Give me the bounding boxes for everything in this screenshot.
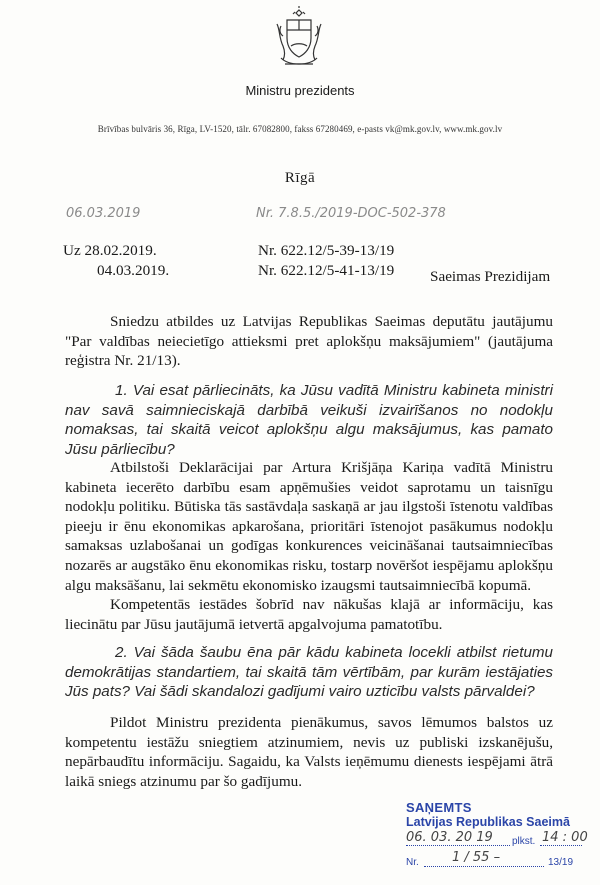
stamp-date-line — [406, 845, 510, 846]
office-title: Ministru prezidents — [245, 83, 355, 98]
stamp-title: SAŅEMTS — [406, 800, 472, 815]
handwritten-number: Nr. 7.8.5./2019-DOC-502-378 — [256, 206, 446, 221]
stamp-nr-label: Nr. — [406, 857, 419, 868]
question-2: 2. Vai šāda šaubu ēna pār kādu kabineta locekli atbilst rietumu demokrātijas standartiem, tai skaitā tām vērtībām, par kurām iestājaties Jūs pats? Vai šādi skandalozi gadījumi vairo uzticību valsts pārvaldei? — [65, 644, 553, 701]
stamp-organization: Latvijas Republikas Saeimā — [406, 815, 570, 829]
recipient: Saeimas Prezidijam — [430, 268, 551, 285]
ref-uz-date: Uz 28.02.2019. — [63, 242, 157, 259]
intro-paragraph: Sniedzu atbildes uz Latvijas Republikas Saeimas deputātu jautājumu "Par valdības neiecietīgo attieksmi pret aplokšņu maksājumiem" (jautājuma reģistra Nr. 21/13). — [65, 313, 553, 370]
stamp-nr-line — [424, 866, 544, 867]
answer-2-paragraph: Pildot Ministru prezidenta pienākumus, savos lēmumos balstos uz kompetentu iestāžu sniegtiem atzinumiem, nevis uz publiski izskanējušu, nepārbaudītu informāciju. Sagaidu, ka Valsts ieņēmumu dienests iespējami ātrā laikā sniegs atzinumu par šo gadījumu. — [65, 714, 553, 790]
ref-number-2: Nr. 622.12/5-41-13/19 — [258, 262, 395, 279]
stamp-time-line — [540, 845, 582, 846]
question-1: 1. Vai esat pārliecināts, ka Jūsu vadītā Ministru kabineta ministri nav savā saimnieciskajā darbībā veikuši izvairīšanos no nodokļu nomaksas, tai skaitā veicot aplokšņu algu maksājumus, kas pamato Jūsu pārliecību? — [65, 382, 553, 458]
received-stamp — [400, 800, 600, 885]
answer-1-paragraph-2: Kompetentās iestādes šobrīd nav nākušas klajā ar informāciju, kas liecinātu par Jūsu jautājumā ietvertā apgalvojuma pamatotību. — [65, 596, 553, 633]
letterhead-address: Brīvības bulvāris 36, Rīga, LV-1520, tālr. 67082800, fakss 67280469, e-pasts vk@mk.gov.lv, www.mk.gov.lv — [97, 124, 503, 134]
ref-date-2: 04.03.2019. — [97, 262, 170, 279]
stamp-time: 14 : 00 — [542, 830, 588, 845]
stamp-time-label: plkst. — [512, 836, 536, 847]
stamp-nr-suffix: 13/19 — [548, 857, 574, 868]
coat-of-arms-emblem — [271, 6, 327, 72]
handwritten-date: 06.03.2019 — [66, 206, 141, 221]
stamp-number: 1 / 55 – — [452, 850, 501, 865]
answer-1-paragraph-1: Atbilstoši Deklarācijai par Artura Krišjāņa Kariņa vadītā Ministru kabineta iecerēto darbību esam apņēmušies veidot saprotamu un taisnīgu nodokļu politiku. Būtiska tās sastāvdaļa saskaņā ar jau ilgstoši īstenotu valdības pieeju ir ēnu ekonomikas apkarošana, prioritāri īstenojot pasākumus nodokļu samaksas uzlabošanai un godīgas konkurences veicināšanai tautsaimniecības nozarēs ar augstāko ēnu ekonomikas risku, tostarp novēršot iespējamu aplokšņu algu maksāšanu, lai sekmētu ekonomisko izaugsmi tautsaimniecībā kopumā. — [65, 459, 553, 594]
ref-number-1: Nr. 622.12/5-39-13/19 — [258, 242, 395, 259]
city-heading: Rīgā — [284, 170, 316, 186]
stamp-date: 06. 03. 20 19 — [406, 830, 493, 845]
